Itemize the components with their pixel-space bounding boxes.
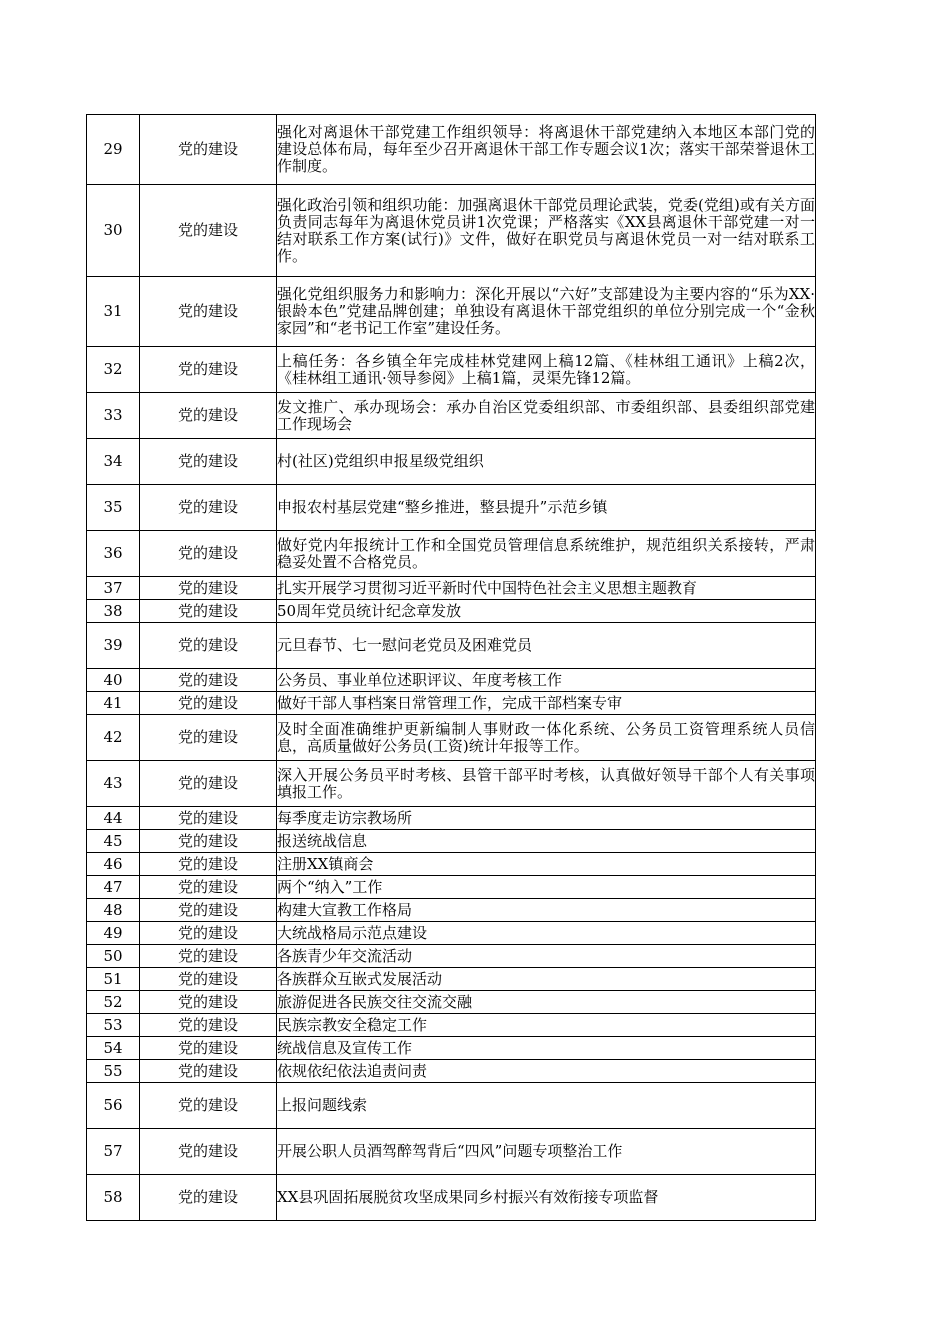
row-number: 52 xyxy=(87,991,140,1014)
row-content: 元旦春节、七一慰问老党员及困难党员 xyxy=(277,623,816,669)
row-content: 各族群众互嵌式发展活动 xyxy=(277,968,816,991)
row-number: 36 xyxy=(87,531,140,577)
row-number: 58 xyxy=(87,1175,140,1221)
table-row xyxy=(87,1037,816,1060)
row-category: 党的建设 xyxy=(140,347,277,393)
row-number: 55 xyxy=(87,1060,140,1083)
row-category: 党的建设 xyxy=(140,439,277,485)
table-row xyxy=(87,1060,816,1083)
row-content: 民族宗教安全稳定工作 xyxy=(277,1014,816,1037)
row-category: 党的建设 xyxy=(140,807,277,830)
row-content: 申报农村基层党建“整乡推进，整县提升”示范乡镇 xyxy=(277,485,816,531)
table-row xyxy=(87,347,816,393)
row-content: 大统战格局示范点建设 xyxy=(277,922,816,945)
table-row xyxy=(87,577,816,600)
table-row xyxy=(87,600,816,623)
table-row xyxy=(87,807,816,830)
row-content: 上报问题线索 xyxy=(277,1083,816,1129)
row-content: 扎实开展学习贯彻习近平新时代中国特色社会主义思想主题教育 xyxy=(277,577,816,600)
row-category: 党的建设 xyxy=(140,945,277,968)
table-row xyxy=(87,991,816,1014)
row-content: 强化党组织服务力和影响力：深化开展以“六好”支部建设为主要内容的“乐为XX·银龄本色”党建品牌创建；单独设有离退休干部党组织的单位分别完成一个“金秋家园”和“老书记工作室”建设任务。 xyxy=(277,277,816,347)
row-number: 29 xyxy=(87,115,140,185)
row-content: 及时全面准确维护更新编制人事财政一体化系统、公务员工资管理系统人员信息，高质量做好公务员(工资)统计年报等工作。 xyxy=(277,715,816,761)
row-number: 37 xyxy=(87,577,140,600)
row-content: XX县巩固拓展脱贫攻坚成果同乡村振兴有效衔接专项监督 xyxy=(277,1175,816,1221)
row-number: 47 xyxy=(87,876,140,899)
row-content: 做好干部人事档案日常管理工作，完成干部档案专审 xyxy=(277,692,816,715)
row-number: 43 xyxy=(87,761,140,807)
table-row xyxy=(87,393,816,439)
row-content: 上稿任务：各乡镇全年完成桂林党建网上稿12篇、《桂林组工通讯》上稿2次，《桂林组工通讯·领导参阅》上稿1篇，灵渠先锋12篇。 xyxy=(277,347,816,393)
row-content: 50周年党员统计纪念章发放 xyxy=(277,600,816,623)
row-number: 42 xyxy=(87,715,140,761)
row-content: 注册XX镇商会 xyxy=(277,853,816,876)
row-number: 48 xyxy=(87,899,140,922)
row-number: 44 xyxy=(87,807,140,830)
task-table xyxy=(86,114,816,1221)
row-content: 做好党内年报统计工作和全国党员管理信息系统维护，规范组织关系接转，严肃稳妥处置不合格党员。 xyxy=(277,531,816,577)
row-content: 依规依纪依法追责问责 xyxy=(277,1060,816,1083)
row-category: 党的建设 xyxy=(140,830,277,853)
table-row xyxy=(87,830,816,853)
row-category: 党的建设 xyxy=(140,991,277,1014)
row-category: 党的建设 xyxy=(140,531,277,577)
row-category: 党的建设 xyxy=(140,277,277,347)
row-category: 党的建设 xyxy=(140,922,277,945)
table-row xyxy=(87,1083,816,1129)
table-row xyxy=(87,485,816,531)
row-number: 50 xyxy=(87,945,140,968)
row-content: 每季度走访宗教场所 xyxy=(277,807,816,830)
table-row xyxy=(87,1129,816,1175)
table-row xyxy=(87,185,816,277)
row-number: 45 xyxy=(87,830,140,853)
row-number: 35 xyxy=(87,485,140,531)
row-category: 党的建设 xyxy=(140,577,277,600)
table-row xyxy=(87,968,816,991)
row-number: 41 xyxy=(87,692,140,715)
row-category: 党的建设 xyxy=(140,600,277,623)
row-content: 构建大宣教工作格局 xyxy=(277,899,816,922)
row-content: 统战信息及宣传工作 xyxy=(277,1037,816,1060)
row-category: 党的建设 xyxy=(140,1175,277,1221)
table-row xyxy=(87,945,816,968)
row-number: 53 xyxy=(87,1014,140,1037)
row-number: 34 xyxy=(87,439,140,485)
table-row xyxy=(87,876,816,899)
row-number: 31 xyxy=(87,277,140,347)
table-row xyxy=(87,623,816,669)
table-row xyxy=(87,922,816,945)
row-content: 村(社区)党组织申报星级党组织 xyxy=(277,439,816,485)
row-number: 30 xyxy=(87,185,140,277)
table-row xyxy=(87,761,816,807)
row-category: 党的建设 xyxy=(140,853,277,876)
row-category: 党的建设 xyxy=(140,761,277,807)
row-content: 开展公职人员酒驾醉驾背后“四风”问题专项整治工作 xyxy=(277,1129,816,1175)
row-number: 38 xyxy=(87,600,140,623)
table-row xyxy=(87,715,816,761)
row-category: 党的建设 xyxy=(140,1014,277,1037)
table-row xyxy=(87,669,816,692)
row-category: 党的建设 xyxy=(140,185,277,277)
table-row xyxy=(87,692,816,715)
table-row xyxy=(87,277,816,347)
row-number: 40 xyxy=(87,669,140,692)
row-content: 强化政治引领和组织功能：加强离退休干部党员理论武装，党委(党组)或有关方面负责同志每年为离退休党员讲1次党课；严格落实《XX县离退休干部党建一对一结对联系工作方案(试行)》文件，做好在职党员与离退休党员一对一结对联系工作。 xyxy=(277,185,816,277)
row-number: 33 xyxy=(87,393,140,439)
row-content: 强化对离退休干部党建工作组织领导：将离退休干部党建纳入本地区本部门党的建设总体布局，每年至少召开离退休干部工作专题会议1次；落实干部荣誉退休工作制度。 xyxy=(277,115,816,185)
row-category: 党的建设 xyxy=(140,393,277,439)
row-number: 51 xyxy=(87,968,140,991)
row-category: 党的建设 xyxy=(140,1037,277,1060)
row-category: 党的建设 xyxy=(140,876,277,899)
row-number: 46 xyxy=(87,853,140,876)
row-category: 党的建设 xyxy=(140,669,277,692)
row-category: 党的建设 xyxy=(140,1060,277,1083)
row-category: 党的建设 xyxy=(140,1129,277,1175)
row-category: 党的建设 xyxy=(140,485,277,531)
row-category: 党的建设 xyxy=(140,899,277,922)
row-content: 各族青少年交流活动 xyxy=(277,945,816,968)
row-content: 发文推广、承办现场会：承办自治区党委组织部、市委组织部、县委组织部党建工作现场会 xyxy=(277,393,816,439)
table-row xyxy=(87,1014,816,1037)
table-row xyxy=(87,899,816,922)
table-row xyxy=(87,115,816,185)
row-number: 32 xyxy=(87,347,140,393)
row-number: 39 xyxy=(87,623,140,669)
row-content: 公务员、事业单位述职评议、年度考核工作 xyxy=(277,669,816,692)
row-category: 党的建设 xyxy=(140,623,277,669)
row-category: 党的建设 xyxy=(140,115,277,185)
table-row xyxy=(87,531,816,577)
table-row xyxy=(87,1175,816,1221)
row-category: 党的建设 xyxy=(140,968,277,991)
row-number: 54 xyxy=(87,1037,140,1060)
row-number: 56 xyxy=(87,1083,140,1129)
row-content: 深入开展公务员平时考核、县管干部平时考核，认真做好领导干部个人有关事项填报工作。 xyxy=(277,761,816,807)
row-category: 党的建设 xyxy=(140,715,277,761)
row-content: 报送统战信息 xyxy=(277,830,816,853)
table-row xyxy=(87,853,816,876)
row-category: 党的建设 xyxy=(140,1083,277,1129)
row-content: 两个“纳入”工作 xyxy=(277,876,816,899)
table-row xyxy=(87,439,816,485)
row-content: 旅游促进各民族交往交流交融 xyxy=(277,991,816,1014)
row-number: 49 xyxy=(87,922,140,945)
row-category: 党的建设 xyxy=(140,692,277,715)
row-number: 57 xyxy=(87,1129,140,1175)
table-body xyxy=(87,115,816,1221)
